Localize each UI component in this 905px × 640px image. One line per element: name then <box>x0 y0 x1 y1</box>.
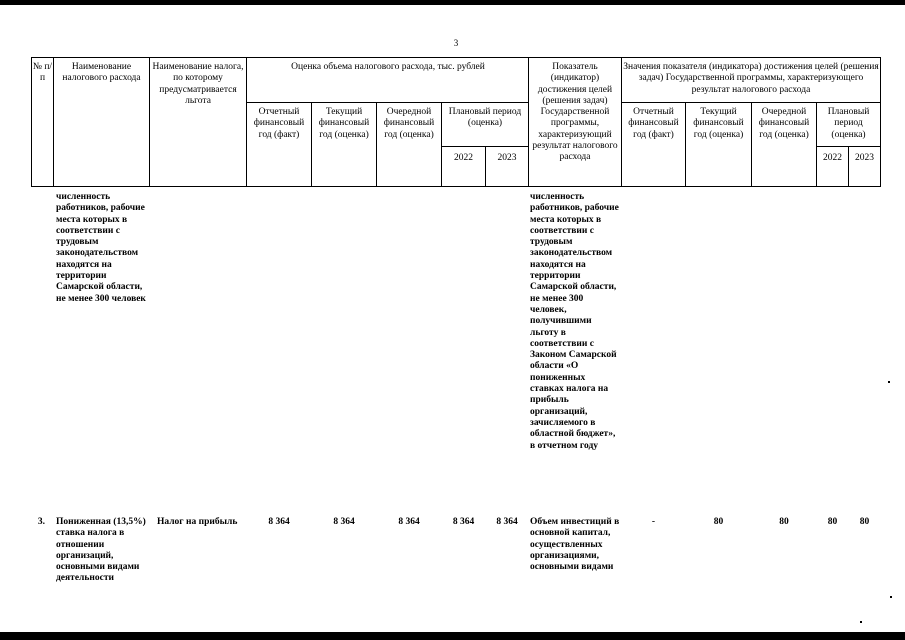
grid-line-v <box>880 57 881 187</box>
header-name: Наименование налогового расхода <box>62 62 141 84</box>
row3-val-current: 80 <box>713 517 724 527</box>
header-tax: Наименование налога, по которому предусматривается льгота <box>152 62 244 106</box>
header-val-reported: Отчетный финансовый год (факт) <box>628 107 679 140</box>
bottom-border <box>0 632 905 640</box>
row3-est-2023: 8 364 <box>496 517 518 527</box>
scan-speck <box>860 621 862 623</box>
row3-est-next: 8 364 <box>398 517 420 527</box>
continued-name-text: численность работников, рабочие места которых в соответствии с трудовым законодательством находятся на территории Самарской области, не менее 300 человек <box>56 192 146 304</box>
header-num: № п/п <box>32 62 53 84</box>
header-val-2023: 2023 <box>855 153 874 163</box>
header-val-2022: 2022 <box>823 153 842 163</box>
header-val-current: Текущий финансовый год (оценка) <box>693 107 744 140</box>
row3-val-2022: 80 <box>827 517 838 527</box>
header-est-2022: 2022 <box>454 153 473 163</box>
grid-line-v <box>53 57 54 187</box>
header-val-plan: Плановый период (оценка) <box>827 107 870 140</box>
header-est-next: Очередной финансовый год (оценка) <box>383 107 435 140</box>
row3-est-reported: 8 364 <box>268 517 290 527</box>
top-border <box>0 0 905 5</box>
header-estimate-group: Оценка объема налогового расхода, тыс. рублей <box>291 62 485 72</box>
continued-indicator-text: численность работников, рабочие места которых в соответствии с трудовым законодательством находятся на территории Самарской области, не менее 300 человек, получившими льготу в соответствии с Законом Самарской области «О пониженных ставках налога на прибыль организаций, зачисляемого в областной бюджет», в отчетном году <box>530 192 619 451</box>
header-est-current: Текущий финансовый год (оценка) <box>318 107 370 140</box>
scan-speck <box>888 381 890 383</box>
header-val-next: Очередной финансовый год (оценка) <box>758 107 810 140</box>
grid-line-estimate-sub <box>246 102 528 103</box>
row3-est-current: 8 364 <box>333 517 355 527</box>
row3-val-2023: 80 <box>859 517 870 527</box>
row3-val-reported: - <box>651 517 656 527</box>
row3-est-2022: 8 364 <box>452 517 475 527</box>
page-number: 3 <box>453 38 459 48</box>
row3-tax: Налог на прибыль <box>157 517 238 527</box>
row3-indicator: Объем инвестиций в основной капитал, осуществленных организациями, основными видами <box>530 517 620 573</box>
header-est-2023: 2023 <box>497 153 517 163</box>
scan-speck <box>890 596 892 598</box>
header-est-plan: Плановый период (оценка) <box>448 107 522 129</box>
header-indicator: Показатель (индикатор) достижения целей (решения задач) Государственной программы, характеризующий результат налогового расхода <box>532 62 618 163</box>
header-est-reported: Отчетный финансовый год (факт) <box>253 107 305 140</box>
grid-line-top <box>31 57 881 58</box>
grid-line-v <box>149 57 150 187</box>
header-values-group: Значения показателя (индикатора) достижения целей (решения задач) Государственной программы, характеризующего результат налогового расхода <box>623 62 879 95</box>
row3-name: Пониженная (13,5%) ставка налога в отношении организаций, основными видами деятельности <box>56 517 146 584</box>
row3-num: 3. <box>37 517 45 527</box>
row3-val-next: 80 <box>779 517 789 527</box>
grid-line-header-bottom <box>31 186 881 187</box>
